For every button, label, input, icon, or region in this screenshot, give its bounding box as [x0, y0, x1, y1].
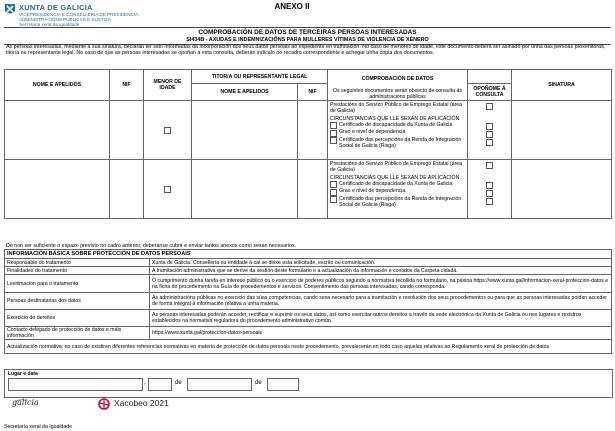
protection-label: Exercicio de dereitos — [5, 310, 150, 327]
circumstance-checkbox[interactable] — [330, 130, 337, 137]
tutor-nif-cell[interactable] — [298, 160, 328, 219]
circumstance-checkbox[interactable] — [330, 122, 337, 129]
oppose-line — [470, 139, 509, 151]
logo-subtitle-2: ADMINISTRACIÓNS PÚBLICAS E XUSTIZA — [19, 17, 111, 22]
protection-label: Persoas destinatarias dos datos — [5, 293, 150, 310]
protection-label: Responsable do tratamento — [5, 259, 150, 267]
protection-label: Contacto delegado de protección de datos e máis información — [5, 327, 150, 340]
xunta-logo — [4, 2, 174, 28]
data-protection-table — [4, 249, 612, 354]
circumstance-item — [330, 122, 465, 130]
day-field[interactable] — [148, 378, 172, 391]
oppose-checkbox[interactable] — [486, 103, 493, 110]
minor-checkbox[interactable] — [164, 127, 171, 134]
comma-separator: , — [144, 380, 146, 386]
verification-cell — [328, 160, 468, 219]
col-header-tutor-group: TITOR/A OU REPRESENTANTE LEGAL — [192, 70, 328, 84]
oppose-line — [470, 182, 509, 190]
circumstance-label: Certificado de discapacidade da Xunta de Galicia — [339, 180, 453, 187]
circumstances-heading: CIRCUNSTANCIAS QUE LLE SEXAN DE APLICACIÓN — [330, 174, 460, 181]
oppose-checkbox[interactable] — [486, 162, 493, 169]
col-header-check-group — [328, 70, 468, 101]
verification-item: Prestacións do Servizo Público de Emprego Estatal (área de Galicia) — [330, 161, 463, 173]
month-field[interactable] — [187, 378, 252, 391]
annex-title: ANEXO II — [274, 2, 310, 11]
circumstances-heading: CIRCUNSTANCIAS QUE LLE SEXAN DE APLICACIÓN — [330, 115, 460, 122]
table-note: De non ser suficiente o espazo previsto no cadro anterior, deberanse cubrir e enviar tantos anexos como sexan necesarios. — [6, 243, 297, 249]
circumstance-label: Certificado das percepcións da Renda de Integración Social de Galicia (Risga) — [339, 136, 462, 149]
oppose-checkbox[interactable] — [486, 123, 493, 130]
protection-label: Lexitimación para o tratamento — [5, 275, 150, 293]
circumstance-checkbox[interactable] — [330, 189, 337, 196]
signature-cell[interactable] — [512, 101, 612, 160]
protection-value: https://www.xunta.gal/proteccion-datos-persoais — [150, 327, 612, 340]
circumstance-item — [330, 137, 465, 149]
intro-paragraph: As persoas interesadas, mediante a súa sinatura, declaran ter sido informadas da incorporación dos seus datos persoais ao expediente en tramitación. No caso de menores de idade, este documento deberá ser asinado por unha das persoas proxenitoras, titor/a ou representante legal. No caso de que as persoas interesadas se opoñan a esta consulta, deberán indicalo no recadro correspondente e achegar unha copia dos documentos. — [6, 44, 606, 57]
col-header-tutor-nif: NIF — [298, 84, 328, 101]
protection-heading: INFORMACIÓN BÁSICA SOBRE PROTECCIÓN DE DATOS PERSOAIS — [5, 250, 612, 259]
protection-row — [5, 275, 612, 293]
form-title: COMPROBACIÓN DE DATOS DE TERCEIRAS PERSOAS INTERESADAS — [198, 29, 417, 36]
protection-footnote: Actualización normativa: no caso de existiren diferentes referencias normativas en materia de protección de datos persoais neste procedemento, prevalecerán en todo caso aquelas relativas ao Regulamento xeral de protección de datos. — [5, 340, 612, 354]
name-cell[interactable] — [5, 160, 110, 219]
year-field[interactable] — [267, 378, 299, 391]
tutor-name-cell[interactable] — [192, 160, 298, 219]
col-header-name: NOME E APELIDOS — [5, 70, 110, 101]
consent-row — [5, 160, 612, 219]
check-group-description: Os seguintes documentos serán obxecto de consulta ás administracións públicas — [333, 88, 462, 100]
col-header-oppose-spacer — [468, 70, 512, 84]
galicia-logo: galicia — [12, 398, 39, 407]
check-group-heading: COMPROBACIÓN DE DATOS — [361, 76, 434, 82]
oppose-line — [470, 103, 509, 111]
logo-subtitle-1: VICEPRESIDENCIA E CONSELLERÍA DE PRESIDENCIA, — [19, 12, 140, 17]
circumstance-item — [330, 196, 465, 208]
oppose-checkbox[interactable] — [486, 139, 493, 146]
signature-cell[interactable] — [512, 160, 612, 219]
nif-cell[interactable] — [110, 101, 144, 160]
verification-item: Prestacións do Servizo Público de Emprego Estatal (área de Galicia) — [330, 102, 463, 114]
circumstance-item — [330, 188, 465, 196]
col-header-tutor-name: NOME E APELIDOS — [192, 84, 298, 101]
circumstance-checkbox[interactable] — [330, 137, 337, 144]
oppose-cell — [468, 160, 512, 219]
name-cell[interactable] — [5, 101, 110, 160]
protection-row — [5, 293, 612, 310]
of-label-1: de — [175, 380, 182, 386]
nif-cell[interactable] — [110, 160, 144, 219]
protection-label: Finalidades do tratamento — [5, 267, 150, 275]
protection-row — [5, 267, 612, 275]
consent-table — [4, 69, 612, 219]
oppose-checkbox[interactable] — [486, 190, 493, 197]
place-field[interactable] — [8, 378, 143, 391]
xacobeo-logo: Xacobeo 2021 — [114, 398, 169, 408]
circumstance-label: Grao e nivel de dependencia — [339, 129, 406, 135]
minor-cell — [144, 160, 192, 219]
tutor-nif-cell[interactable] — [298, 101, 328, 160]
col-header-minor: MENOR DE IDADE — [144, 70, 192, 101]
oppose-line — [470, 198, 509, 210]
protection-row — [5, 310, 612, 327]
xunta-emblem-icon — [4, 3, 16, 16]
minor-cell — [144, 101, 192, 160]
protection-value: As administracións públicas no exercicio das súas competencias, cando sexa necesario para a tramitación e resolución dos seus procedementos ou para que as persoas interesadas poidan acceder de forma integral á información relativa a unha materia. — [150, 293, 612, 310]
circumstance-label: Certificado das percepcións da Renda de Integración Social de Galicia (Risga) — [339, 195, 462, 208]
oppose-checkbox[interactable] — [486, 198, 493, 205]
col-header-signature: SINATURA — [512, 70, 612, 101]
logo-title: XUNTA DE GALICIA — [19, 3, 93, 12]
form-subtitle: SI434B - AXUDAS E INDEMNIZACIÓNS PARA MULLERES VÍTIMAS DE VIOLENCIA DE XÉNERO — [186, 36, 429, 43]
place-date-block — [4, 369, 613, 398]
protection-value: O cumprimento dunha tarefa en interese público ou o exercicio de poderes públicos segundo a normativa recollida no formulario, na páxina https://www.xunta.gal/informacion-xeral-proteccion-datos e na ficha do procedemento na Guía de procedementos e servizos. Consentimento das persoas interesadas, cando corresponda. — [150, 275, 612, 293]
form-title-bar — [4, 27, 611, 45]
oppose-checkbox[interactable] — [486, 131, 493, 138]
oppose-checkbox[interactable] — [486, 182, 493, 189]
protection-row — [5, 327, 612, 340]
of-label-2: de — [255, 380, 262, 386]
verification-cell — [328, 101, 468, 160]
minor-checkbox[interactable] — [164, 186, 171, 193]
protection-row — [5, 259, 612, 267]
tutor-name-cell[interactable] — [192, 101, 298, 160]
oppose-line — [470, 123, 509, 131]
circumstance-label: Grao e nivel de dependencia — [339, 188, 406, 194]
circumstance-item — [330, 129, 465, 137]
protection-value: Xunta de Galicia. Consellería ou entidade á cal se dirixe esta solicitude, escrito ou comunicación. — [150, 259, 612, 267]
protection-value: As persoas interesadas poderán acceder, rectificar e suprimir os seus datos, así como exercitar outros dereitos a través da sede electrónica da Xunta de Galicia ou nos lugares e rexistros establecidos na normativa reguladora do procedemento administrativo común. — [150, 310, 612, 327]
protection-footnote-row — [5, 340, 612, 354]
col-header-nif: NIF — [110, 70, 144, 101]
circumstance-checkbox[interactable] — [330, 196, 337, 203]
protection-value: A tramitación administrativa que se derive da xestión deste formulario e a actualización da información e contidos da Carpeta cidadá. — [150, 267, 612, 275]
circumstance-checkbox[interactable] — [330, 181, 337, 188]
col-header-oppose: OPOÑOME Á CONSULTA — [468, 84, 512, 101]
oppose-line — [470, 190, 509, 198]
xacobeo-emblem-icon — [97, 397, 111, 411]
footer-secretaria: Secretaría xeral da Igualdade — [4, 424, 73, 430]
logo-subtitle-3: Secretaría xeral da Igualdade — [19, 22, 80, 27]
oppose-line — [470, 162, 509, 170]
oppose-cell — [468, 101, 512, 160]
oppose-line — [470, 131, 509, 139]
consent-row — [5, 101, 612, 160]
circumstance-label: Certificado de discapacidade da Xunta de Galicia — [339, 121, 453, 128]
place-date-label: Lugar e data — [8, 371, 38, 377]
circumstance-item — [330, 181, 465, 189]
